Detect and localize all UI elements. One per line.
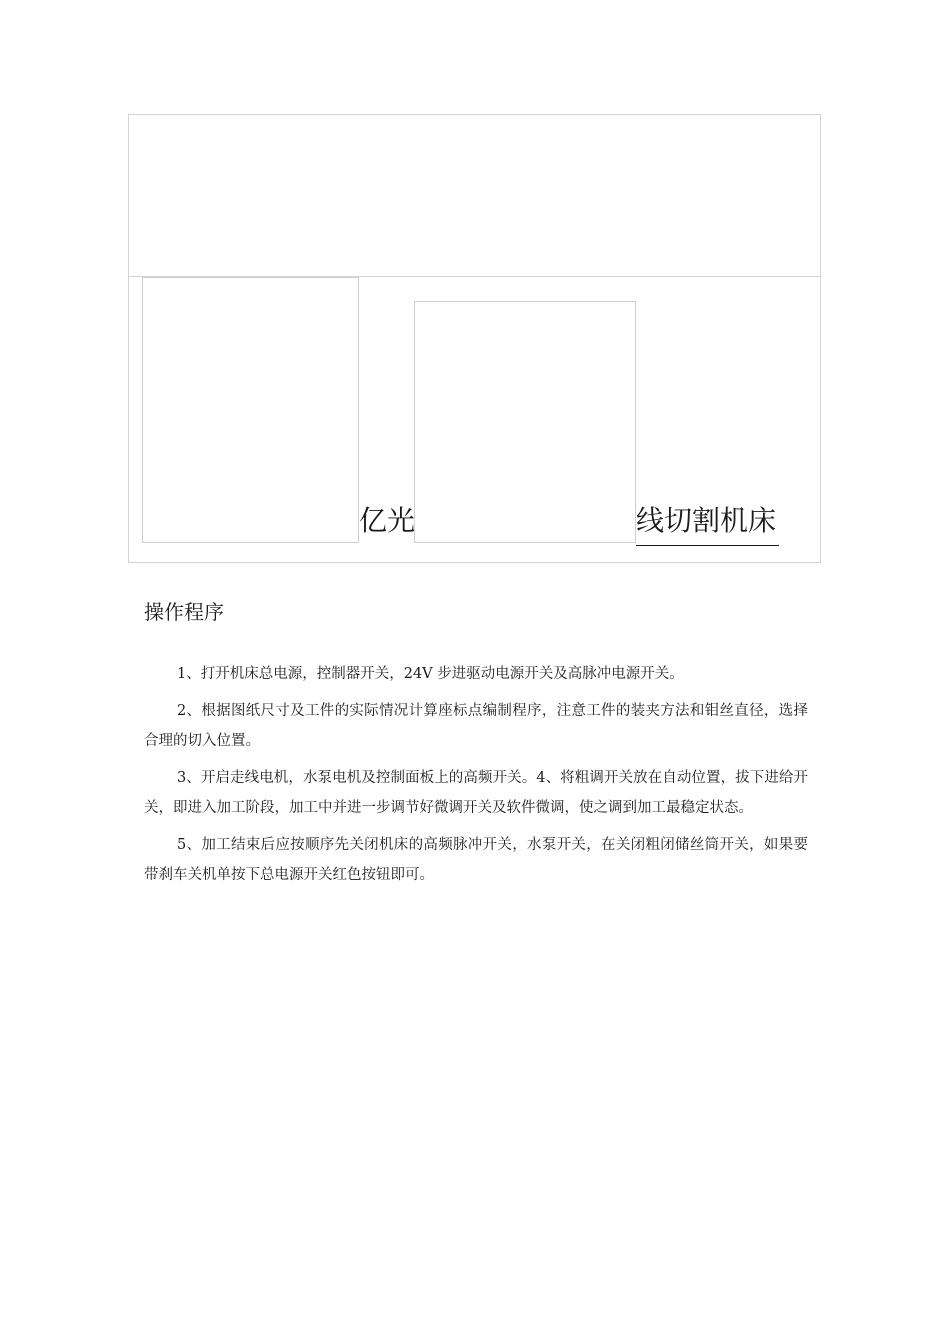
banner-title-part1: 亿光 xyxy=(359,504,416,537)
machine-image-left xyxy=(142,277,359,543)
section-heading: 操作程序 xyxy=(144,600,224,624)
step-item: 2、根据图纸尺寸及工件的实际情况计算座标点编制程序，注意工件的装夹方法和钼丝直径，选择合理的切入位置。 xyxy=(144,703,808,749)
step-item: 5、加工结束后应按顺序先关闭机床的高频脉冲开关，水泵开关，在关闭粗闭储丝筒开关，如果要带刹车关机单按下总电源开关红色按钮即可。 xyxy=(144,837,808,883)
step-item: 1、打开机床总电源，控制器开关，24V 步进驱动电源开关及高脉冲电源开关。 xyxy=(177,666,684,682)
banner-title-part2: 线切割机床 xyxy=(636,504,777,537)
title-underline xyxy=(636,545,779,546)
steps-list xyxy=(144,659,808,897)
machine-image-middle xyxy=(414,301,636,543)
step-item: 3、开启走线电机，水泵电机及控制面板上的高频开关。4、将粗调开关放在自动位置，拔下进给开关，即进入加工阶段，加工中并进一步调节好微调开关及软件微调，使之调到加工最稳定状态。 xyxy=(144,770,808,816)
